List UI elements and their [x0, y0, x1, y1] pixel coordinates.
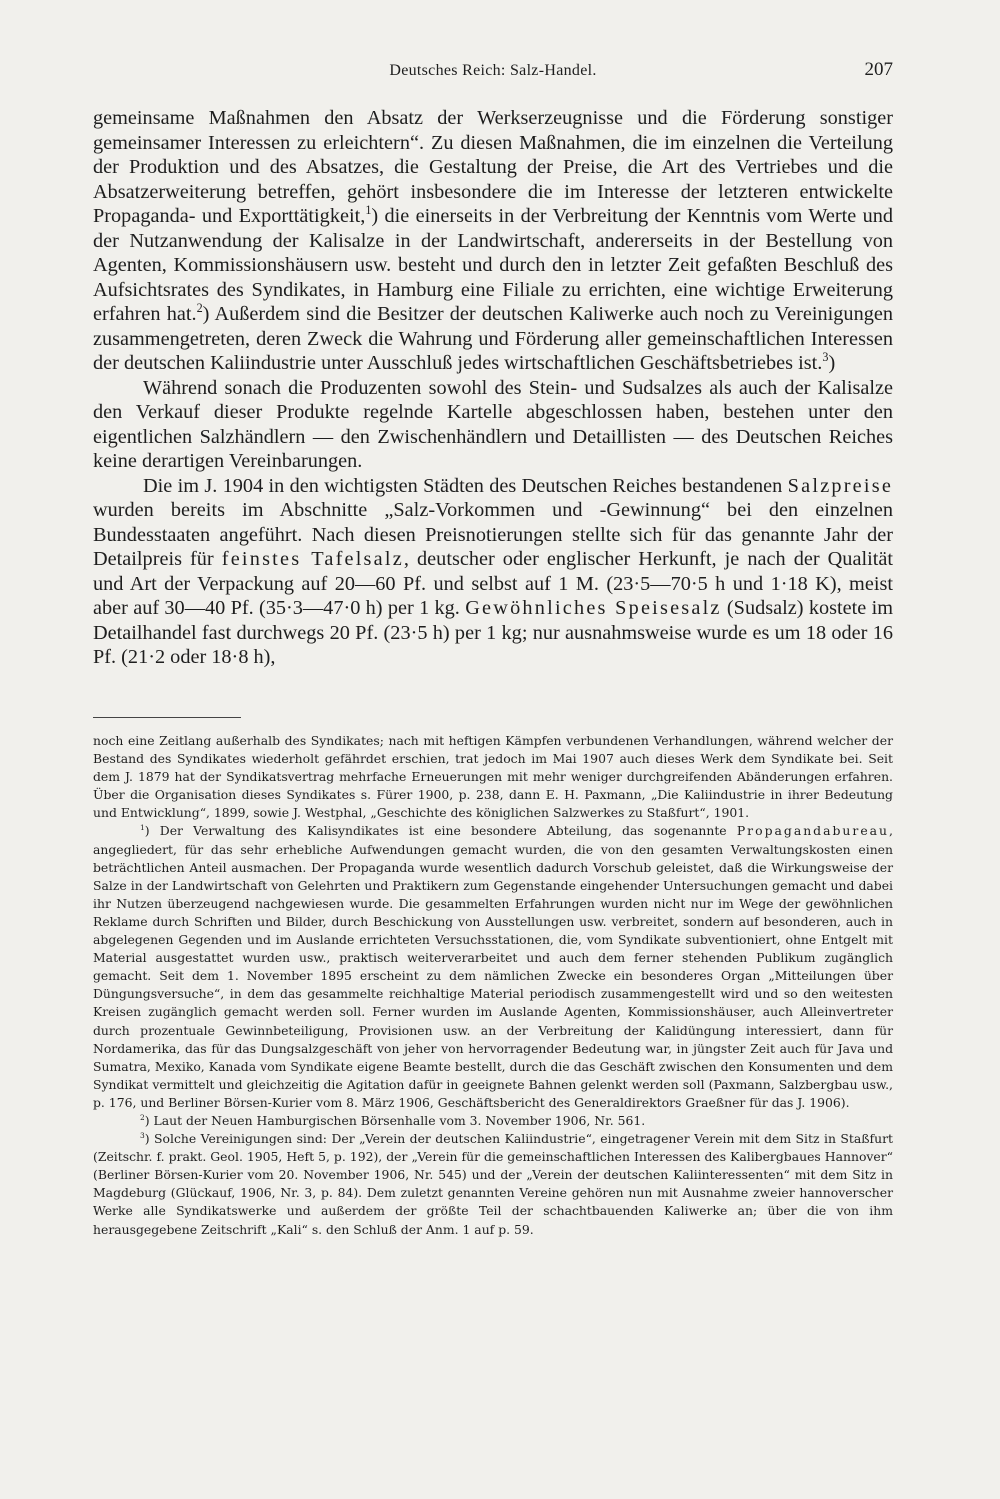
- text-run: ) Solche Vereinigungen sind: Der „Verein der deutschen Kaliindustrie“, eingetragener Verein mit dem Sitz in Staßfurt (Zeitschr. f. prakt. Geol. 1905, Heft 5, p. 192), der „Verein für die gemeinschaftlichen Interessen des Kalibergbaues Hannover“ (Berliner Börsen-Kurier vom 20. November 1906, Nr. 545) und der „Verein der deutschen Kaliinteressenten“ mit dem Sitz in Magdeburg (Glückauf, 1906, Nr. 3, p. 84). Dem zuletzt genannten Vereine gehören nun mit Ausnahme zweier hannoverscher Werke alle Syndikatswerke und außerdem der größte Teil der schachtbauenden Kaliwerke an; über die von ihm herausgegebene Zeitschrift „Kali“ s. den Schluß der Anm. 1 auf p. 59.: [93, 1131, 893, 1237]
- paragraph-3: [93, 474, 893, 670]
- footnote-1: [93, 822, 893, 1112]
- footnote-ref-2: 2: [196, 301, 203, 316]
- text-run: ) die einerseits in der Verbreitung der Kenntnis vom Werte und der Nutzanwendung der Kalisalze in der Landwirtschaft, andererseits in der Bestellung von Agenten, Kommissionshäusern usw. besteht und durch den in letzter Zeit gefaßten Beschluß des Aufsichtsrates des Syndikates, in Hamburg eine Filiale zu errichten, eine wichtige Erweiterung erfahren hat.: [93, 205, 893, 325]
- footnotes: [93, 732, 893, 1239]
- footnote-marker-1: 1: [140, 823, 145, 833]
- text-run: ) Außerdem sind die Besitzer der deutschen Kaliwerke auch noch zu Vereinigungen zusammengetreten, deren Zweck die Wahrung und Förderung aller gemeinschaftlichen Interessen der deutschen Kaliindustrie unter Ausschluß jedes wirtschaftlichen Geschäftsbetriebes ist.: [93, 303, 893, 374]
- text-run: (Sudsalz) kostete im Detailhandel fast durchwegs 20 Pf. (23·5 h) per 1 kg; nur ausnahmsweise wurde es um 18 oder 16 Pf. (21·2 oder 18·8 h),: [93, 597, 893, 668]
- running-head: [93, 59, 893, 86]
- text-run: , angegliedert, für das sehr erhebliche Aufwendungen gemacht wurden, die von den gesamten Verwaltungskosten einen beträchtlichen Anteil ausmachen. Der Propaganda wurde wesentlich dadurch Vorschub geleistet, daß die Wirkungsweise der Salze in der Landwirtschaft von Gelehrten und Praktikern zum Gegenstande eingehender Untersuchungen gemacht und dabei ihr Nutzen überzeugend nachgewiesen wurde. Die gesammelten Erfahrungen wurden nicht nur im Wege der gewöhnlichen Reklame durch Schriften und Bilder, durch Beschickung von Ausstellungen usw. verbreitet, sondern auf besonderen, auch in abgelegenen Gegenden und im Auslande errichteten Versuchsstationen, die, vom Syndikate subventioniert, ohne Entgelt mit Material ausgestattet wurden usw., praktisch weiterverarbeitet und auch dem ferner stehenden Publikum zugänglich gemacht. Seit dem 1. November 1895 erscheint zu dem nämlichen Zwecke ein besonderes Organ „Mitteilungen über Düngungsversuche“, in dem das gesammelte reichhaltige Material periodisch zusammengestellt wird und so den weitesten Kreisen zugänglich gemacht werden soll. Ferner wurden im Auslande Agenten, Kommissionshäuser, auch Alleinvertreter durch prozentuale Gewinnbeteiligung, Provisionen usw. an der Verbreitung der Kalidüngung interessiert, dann für Nordamerika, das für das Dungsalzgeschäft von jeher von hervorragender Bedeutung war, in jüngster Zeit auch für Java und Sumatra, Mexiko, Kanada vom Syndikate eigene Beamte bestellt, durch die das Geschäft zwischen den Konsumenten und dem Syndikat vermittelt und gleichzeitig die Agitation dafür in geeignete Bahnen gelenkt werden soll (Paxmann, Salzbergbau usw., p. 176, und Berliner Börsen-Kurier vom 8. März 1906, Geschäftsbericht des Generaldirektors Graeßner für das J. 1906).: [93, 823, 893, 1110]
- footnote-3: [93, 1130, 893, 1239]
- emphasis-salzpreise: Salzpreise: [787, 474, 894, 497]
- emphasis-speisesalz: Gewöhnliches Speisesalz: [465, 597, 722, 619]
- footnote-rule: [93, 717, 241, 718]
- text-run: ): [828, 352, 836, 374]
- emphasis-tafelsalz: feinstes Tafelsalz: [221, 548, 404, 570]
- footnote-ref-1: 1: [365, 203, 372, 218]
- text-run: gemeinsame Maßnahmen den Absatz der Werkserzeugnisse und die Förderung sonstiger gemeinsamer Interessen zu erleichtern“. Zu diesen Maßnahmen, die im einzelnen die Verteilung der Produktion und des Absatzes, die Gestaltung der Preise, die Art des Vertriebes und die Absatzerweiterung betreffen, gehört insbesondere die im Interesse der letzteren entwickelte Propaganda- und Exporttätigkeit,: [93, 107, 893, 227]
- page-number: 207: [864, 59, 893, 80]
- emphasis-propagandabureau: Propagandabureau: [736, 823, 890, 839]
- running-title: Deutsches Reich: Salz-Handel.: [389, 62, 597, 79]
- footnote-marker-2: 2: [140, 1112, 145, 1122]
- paragraph-1: [93, 106, 893, 376]
- paragraph-2: Während sonach die Produzenten sowohl des Stein- und Sudsalzes als auch der Kalisalze den Verkauf dieser Produkte regelnde Kartelle abgeschlossen haben, bestehen unter den eigentlichen Salzhändlern — den Zwischenhändlern und Detaillisten — des Deutschen Reiches keine derartigen Vereinbarungen.: [93, 376, 893, 472]
- text-run: Die im J. 1904 in den wichtigsten Städten des Deutschen Reiches bestandenen: [143, 474, 783, 497]
- text-run: ) Laut der Neuen Hamburgischen Börsenhalle vom 3. November 1906, Nr. 561.: [144, 1112, 646, 1128]
- footnote-continued: noch eine Zeitlang außerhalb des Syndikates; nach mit heftigen Kämpfen verbundenen Verhandlungen, während welcher der Bestand des Syndikates wiederholt gefährdet erschien, trat jedoch im Mai 1907 auch dieses Werk dem Syndikate bei. Seit dem J. 1879 hat der Syndikatsvertrag mehrfache Erneuerungen mit mehr weniger durchgreifenden Abänderungen erfahren. Über die Organisation dieses Syndikates s. Fürer 1900, p. 238, dann E. H. Paxmann, „Die Kaliindustrie in ihrer Bedeutung und Entwicklung“, 1899, sowie J. Westphal, „Geschichte des königlichen Salzwerkes zu Staßfurt“, 1901.: [93, 733, 893, 821]
- text-run: ) Der Verwaltung des Kalisyndikates ist eine besondere Abteilung, das sogenannte: [144, 823, 737, 839]
- text-run: wurden bereits im Abschnitte „Salz-Vorkommen und -Gewinnung“ bei den einzelnen Bundesstaaten angeführt. Nach diesen Preisnotierungen stellte sich für das genannte Jahr der Detailpreis für: [93, 499, 893, 570]
- text-run: , deutscher oder englischer Herkunft, je nach der Qualität und Art der Verpackung auf 20—60 Pf. und selbst auf 1 M. (23·5—70·5 h und 1·18 K), meist aber auf 30—40 Pf. (35·3—47·0 h) per 1 kg.: [93, 548, 893, 619]
- footnote-2: [93, 1112, 893, 1130]
- main-text: [93, 106, 893, 670]
- footnote-ref-3: 3: [822, 350, 829, 365]
- footnote-marker-3: 3: [140, 1130, 145, 1140]
